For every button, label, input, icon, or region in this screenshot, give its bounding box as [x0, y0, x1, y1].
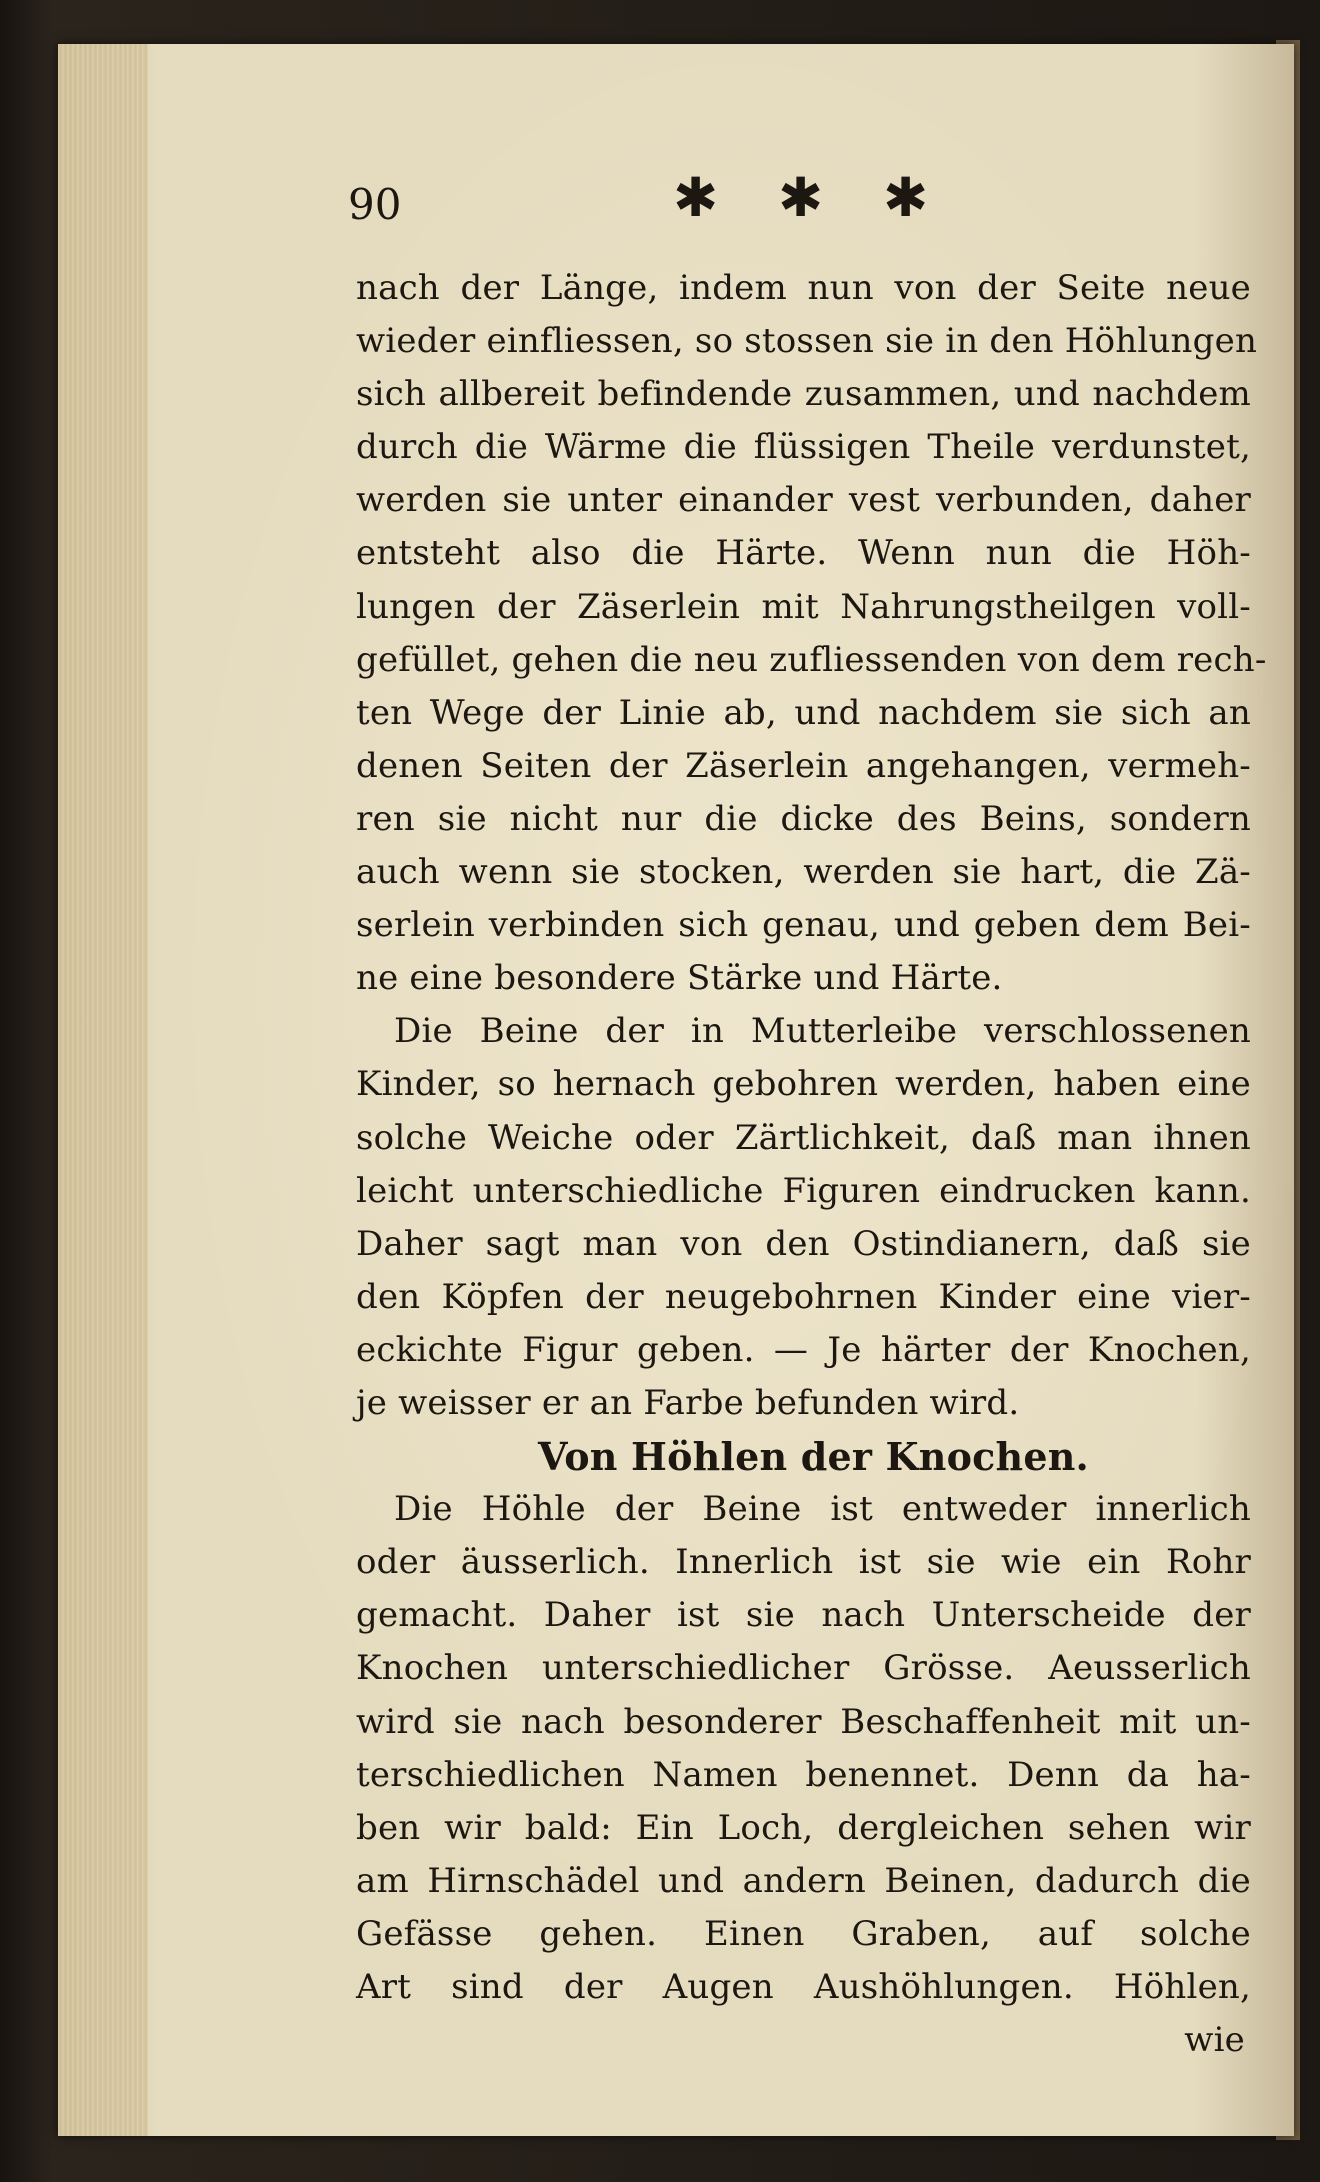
page-number: 90 [348, 180, 402, 229]
text-line: wird sie nach besonderer Beschaffenheit mit un- [356, 1701, 1251, 1742]
text-line: serlein verbinden sich genau, und geben dem Bei- [356, 905, 1251, 946]
text-line: am Hirnschädel und andern Beinen, dadurch die [356, 1860, 1251, 1901]
text-line: entsteht also die Härte. Wenn nun die Höh- [356, 533, 1251, 574]
text-line: gemacht. Daher ist sie nach Unterscheide der [356, 1595, 1251, 1636]
text-line: Knochen unterschiedlicher Grösse. Aeusserlich [356, 1648, 1251, 1689]
text-line: ren sie nicht nur die dicke des Beins, sondern [356, 798, 1251, 839]
text-line: durch die Wärme die flüssigen Theile verdunstet, [356, 427, 1251, 468]
text-line: ben wir bald: Ein Loch, dergleichen sehen wir [356, 1807, 1251, 1848]
text-line: nach der Länge, indem nun von der Seite neue [356, 268, 1251, 308]
asterism-icon: ✱ [778, 166, 824, 229]
text-line: Kinder, so hernach gebohren werden, haben eine [356, 1064, 1251, 1105]
text-line: solche Weiche oder Zärtlichkeit, daß man ihnen [356, 1117, 1251, 1158]
page-header [348, 168, 1248, 238]
text-line: sich allbereit befindende zusammen, und nachdem [356, 374, 1251, 415]
text-line: ne eine besondere Stärke und Härte. [356, 958, 1003, 999]
text-line: je weisser er an Farbe befunden wird. [356, 1382, 1020, 1423]
text-line: Die Beine der in Mutterleibe verschlossenen [394, 1011, 1251, 1052]
paragraph [356, 262, 1267, 1005]
asterism-icon: ✱ [673, 166, 719, 229]
text-line: den Köpfen der neugebohrnen Kinder eine vier- [356, 1276, 1251, 1317]
text-line: wieder einfliessen, so stossen sie in den Höhlungen [356, 321, 1258, 362]
asterism-icon: ✱ [883, 166, 929, 229]
text-line: leicht unterschiedliche Figuren eindrucken kann. [356, 1170, 1251, 1211]
text-line: Gefässe gehen. Einen Graben, auf solche [356, 1913, 1251, 1954]
text-line: terschiedlichen Namen benennet. Denn da ha- [356, 1754, 1251, 1795]
text-line: Die Höhle der Beine ist entweder innerlich [394, 1489, 1251, 1530]
catchword: wie [1184, 2020, 1245, 2061]
paragraph [356, 1483, 1251, 2014]
page-stack-edge [58, 44, 148, 2136]
text-line: Art sind der Augen Aushöhlungen. Höhlen, [356, 1967, 1251, 2007]
section-heading: Von Höhlen der Knochen. [538, 1434, 1089, 1480]
text-line: lungen der Zäserlein mit Nahrungstheilgen voll- [356, 586, 1251, 627]
text-line: denen Seiten der Zäserlein angehangen, vermeh- [356, 745, 1251, 786]
text-line: werden sie unter einander vest verbunden, daher [356, 480, 1251, 521]
text-line: gefüllet, gehen die neu zufliessenden von dem rech- [356, 639, 1267, 680]
text-line: eckichte Figur geben. — Je härter der Knochen, [356, 1329, 1251, 1370]
text-line: oder äusserlich. Innerlich ist sie wie ein Rohr [356, 1542, 1251, 1583]
text-line: Daher sagt man von den Ostindianern, daß sie [356, 1223, 1251, 1264]
body-text [356, 262, 1267, 2067]
text-line: auch wenn sie stocken, werden sie hart, die Zä- [356, 852, 1251, 893]
text-line: ten Wege der Linie ab, und nachdem sie sich an [356, 692, 1251, 733]
paragraph [356, 1005, 1251, 1430]
